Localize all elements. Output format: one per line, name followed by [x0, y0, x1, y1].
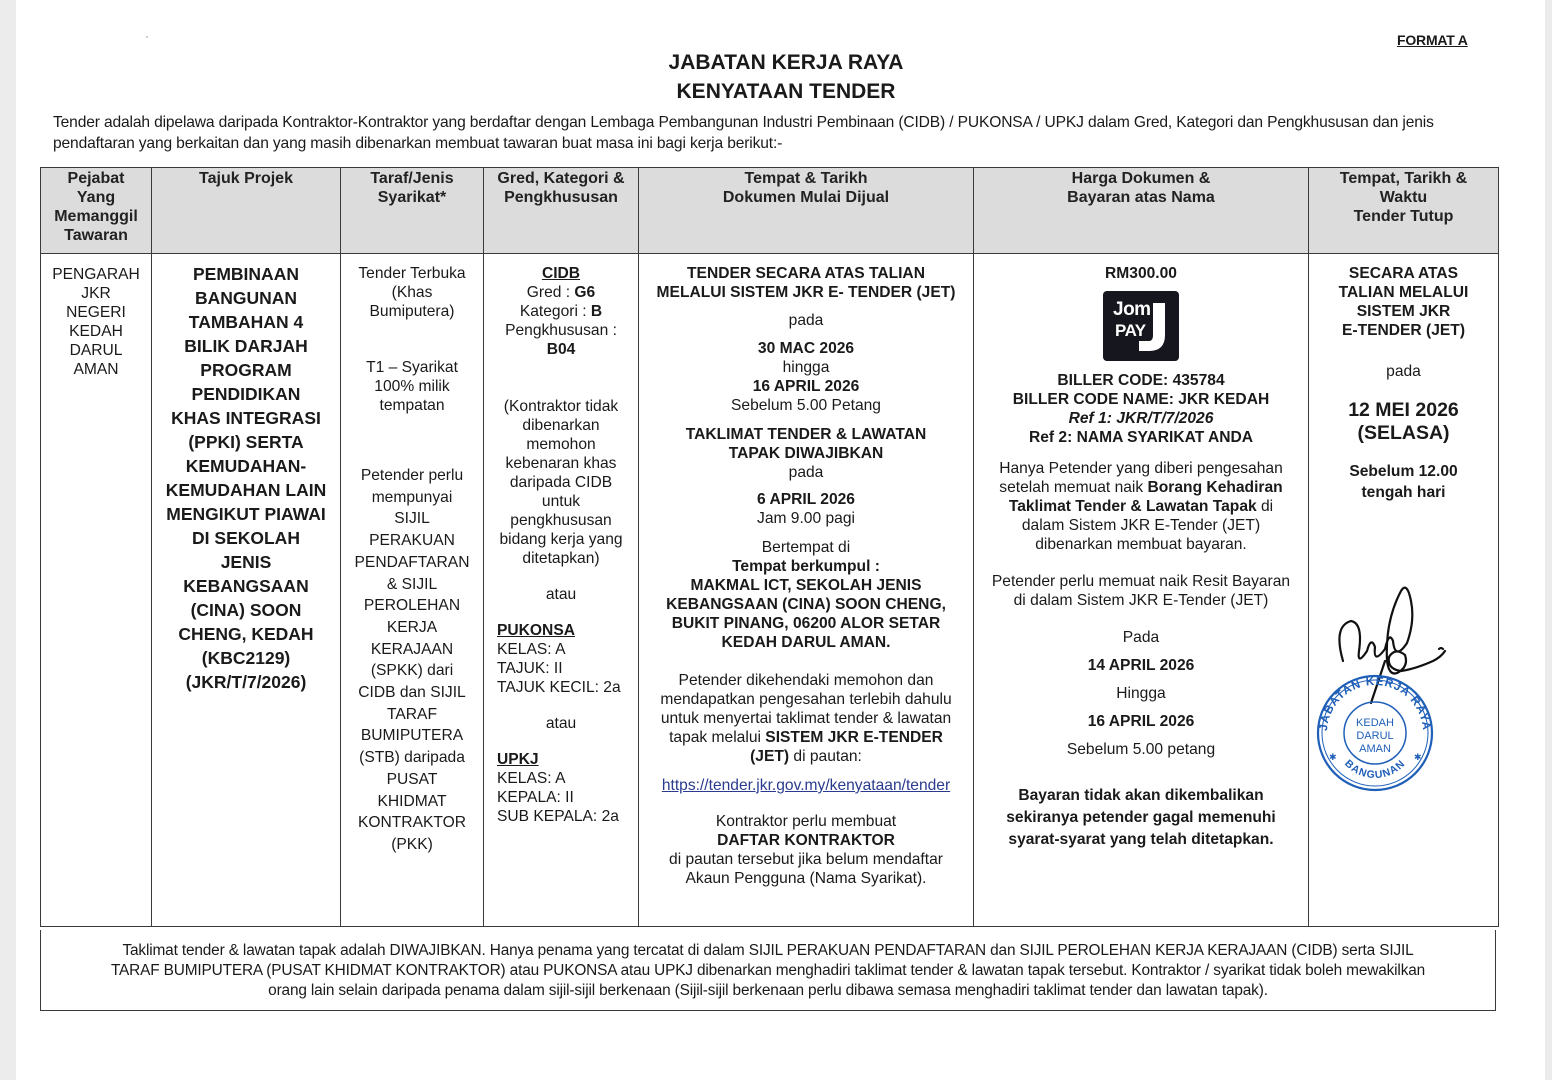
- text-line: CIDB dan SIJIL: [358, 684, 466, 702]
- text-line: Petender perlu memuat naik Resit Bayaran: [991, 573, 1291, 590]
- pukonsa-details: [497, 640, 634, 697]
- text-line: KHIDMAT: [377, 792, 447, 810]
- non-refundable-warning: [978, 785, 1304, 851]
- gred-label: Gred :: [526, 284, 575, 301]
- closing-date: 12 MEI 2026: [1348, 399, 1459, 421]
- eligibility-form: Borang Kehadiran: [1147, 479, 1283, 496]
- text-line: T1 – Syarikat: [366, 359, 458, 376]
- pada-label: Pada: [1122, 629, 1160, 646]
- payment-start-date: 14 APRIL 2026: [1087, 657, 1195, 674]
- text-line: memohon: [526, 436, 596, 453]
- biller-code: BILLER CODE: 435784: [1057, 372, 1225, 389]
- page-margin-left: [0, 0, 16, 1080]
- pada-label: pada: [1386, 363, 1421, 380]
- stamp-top-text: JABATAN KERJA RAYA: [1317, 675, 1433, 732]
- text-line: sekiranya petender gagal memenuhi: [1006, 809, 1276, 826]
- text-line: JKR: [81, 285, 111, 302]
- text-line: TAMBAHAN 4: [188, 312, 304, 332]
- text-line: DI SEKOLAH: [192, 528, 300, 548]
- stamp-bottom-text: BANGUNAN: [1342, 757, 1408, 782]
- cell-tajuk-projek: [152, 254, 341, 927]
- kategori-label: Kategori :: [519, 303, 591, 320]
- text-line: PENGARAH: [52, 266, 140, 283]
- footnote-box: [40, 930, 1496, 1011]
- text-line: TARAF BUMIPUTERA (PUSAT KHIDMAT KONTRAKTOR) atau PUKONSA atau UPKJ dibenarkan menghadiri taklimat tender & lawatan tapak tersebut. Kontraktor / syarikat tidak boleh mewakilkan: [110, 962, 1426, 979]
- text-line: Petender perlu: [360, 467, 464, 484]
- text-line: Bumiputera): [369, 303, 455, 320]
- daftar-post: [643, 850, 969, 888]
- text-line: MENGIKUT PIAWAI: [166, 504, 326, 524]
- text-line: (Kontraktor tidak: [503, 398, 619, 415]
- kategori-value: B: [590, 303, 603, 320]
- text-line: BUMIPUTERA: [360, 727, 464, 745]
- text-line: Tempat, Tarikh &: [1339, 170, 1468, 187]
- format-label: FORMAT A: [1397, 32, 1468, 48]
- text-line: Memanggil: [54, 208, 138, 225]
- text-line: Yang: [76, 189, 116, 206]
- cell-pejabat: [41, 254, 152, 927]
- svg-text:BANGUNAN: [1342, 758, 1407, 782]
- text-line: mempunyai: [371, 488, 453, 506]
- stamp-center-line: DARUL: [1356, 730, 1394, 742]
- text-line: dalam Sistem JKR E-Tender (JET): [1021, 517, 1261, 534]
- text-line: tempatan: [379, 397, 445, 414]
- text-line: Bayaran atas Nama: [1067, 189, 1215, 206]
- closing-time: [1313, 461, 1494, 503]
- cidb-heading: CIDB: [541, 265, 581, 282]
- text-line: SECARA ATAS: [1348, 265, 1459, 282]
- text-line: KELAS: A: [497, 641, 566, 658]
- eligibility-line: Hanya Petender yang diberi pengesahan: [999, 460, 1283, 477]
- cell-tender-tutup: [1309, 254, 1499, 927]
- text-line: KHAS INTEGRASI: [171, 408, 321, 428]
- biller-code-name: BILLER CODE NAME: JKR KEDAH: [1012, 391, 1270, 408]
- text-line: bidang kerja yang: [499, 531, 623, 548]
- text-line: BILIK DARJAH: [184, 336, 308, 356]
- text-line: di pautan tersebut jika belum mendaftar: [669, 851, 943, 868]
- pejabat-text: [41, 254, 151, 379]
- text-line: TAJUK KECIL: 2a: [497, 679, 621, 696]
- text-line: (CINA) SOON: [190, 600, 302, 620]
- document-title: JABATAN KERJA RAYA: [668, 51, 904, 74]
- cell-gred-kategori: [484, 254, 639, 927]
- receipt-upload-note: [978, 572, 1304, 610]
- sale-end-date: 16 APRIL 2026: [752, 378, 860, 395]
- project-title: [152, 254, 340, 694]
- signature-stamp-block: [1313, 581, 1494, 811]
- text-line: Taklimat tender & lawatan tapak adalah DIWAJIBKAN. Hanya penama yang tercatat di dalam SIJIL PERAKUAN PENDAFTARAN dan SIJIL PEROLEHAN KERJA KERAJAAN (CIDB) serta SIJIL: [122, 942, 1414, 959]
- scan-speck: [146, 36, 148, 38]
- apply-line-5: [643, 747, 969, 766]
- closing-mode: [1313, 264, 1494, 340]
- reference-1: Ref 1: JKR/T/7/2026: [1068, 410, 1214, 427]
- header-gred-kategori: [484, 168, 639, 254]
- briefing-time: Jam 9.00 pagi: [757, 510, 855, 527]
- text-line: NEGERI: [66, 304, 126, 321]
- intro-paragraph: Tender adalah dipelawa daripada Kontraktor-Kontraktor yang berdaftar dengan Lembaga Pembangunan Industri Pembinaan (CIDB) / PUKONSA / UPKJ dalam Gred, Kategori dan Pengkhususan dan jenis pendaftaran yang berkaitan dan yang masih dibenarkan membuat tawaran buat masa ini bagi kerja berikut:-: [53, 114, 1434, 152]
- text-line: Tawaran: [64, 227, 128, 244]
- text-line: Dokumen Mulai Dijual: [722, 189, 890, 206]
- text-line: TAKLIMAT TENDER & LAWATAN: [685, 426, 927, 443]
- text-line: TENDER SECARA ATAS TALIAN: [687, 265, 925, 282]
- text-line: KEMUDAHAN LAIN: [165, 480, 327, 500]
- tender-type: [345, 264, 479, 321]
- text-line: (PKK): [391, 835, 433, 853]
- eligibility-rest: [978, 516, 1304, 554]
- text-line: SIJIL: [394, 510, 430, 528]
- atau-separator: atau: [545, 715, 577, 732]
- text-line: KONTRAKTOR: [357, 814, 466, 832]
- atau-separator: atau: [545, 586, 577, 603]
- table-header-row: [41, 168, 1499, 254]
- page-margin-right: [1545, 0, 1552, 1080]
- header-harga-dokumen: [974, 168, 1309, 254]
- text-line: Taraf/Jenis: [370, 170, 454, 187]
- upkj-details: [497, 769, 634, 826]
- text-line: (STB) daripada: [359, 749, 465, 767]
- apply-system: SISTEM JKR E-TENDER: [765, 729, 943, 746]
- header-tender-tutup: [1309, 168, 1499, 254]
- text-line: KEBANGSAAN (CINA) SOON CHENG,: [666, 596, 946, 613]
- cell-tempat-tarikh: [639, 254, 974, 927]
- text-line: Gred, Kategori &: [497, 170, 625, 187]
- eligibility-text: setelah memuat naik: [999, 479, 1148, 496]
- text-line: TAJUK: II: [497, 660, 563, 677]
- text-line: kebenaran khas: [505, 455, 617, 472]
- text-line: PROGRAM: [200, 360, 292, 380]
- text-line: KEDAH DARUL AMAN.: [721, 634, 891, 651]
- cidb-kategori: [488, 302, 634, 321]
- text-line: TAPAK DIWAJIBKAN: [728, 445, 884, 462]
- text-line: pengkhususan: [510, 512, 612, 529]
- pengkhususan-label: Pengkhususan :: [505, 322, 617, 339]
- text-line: Tempat & Tarikh: [744, 170, 868, 187]
- text-line: Harga Dokumen &: [1071, 170, 1211, 187]
- eligibility-text: di: [1256, 498, 1274, 515]
- etender-link[interactable]: https://tender.jkr.gov.my/kenyataan/tender: [661, 777, 951, 794]
- text-line: TARAF: [387, 705, 437, 723]
- closing-day: (SELASA): [1357, 422, 1450, 444]
- text-line: PENDIDIKAN: [191, 384, 301, 404]
- pada-label: pada: [788, 312, 824, 329]
- eligibility-form: Taklimat Tender & Lawatan Tapak: [1008, 498, 1257, 515]
- text-line: (PPKI) SERTA: [188, 432, 304, 452]
- daftar-pre: Kontraktor perlu membuat: [715, 813, 897, 830]
- text-line: PENDAFTARAN: [354, 553, 470, 571]
- gred-value: G6: [574, 284, 596, 301]
- text-line: Bayaran tidak akan dikembalikan: [1018, 787, 1264, 804]
- jompay-logo-icon: [1103, 291, 1179, 361]
- text-line: (SPKK) dari: [370, 662, 454, 680]
- cell-harga-dokumen: [974, 254, 1309, 927]
- stamp-star-icon: ✱: [1414, 752, 1422, 762]
- pengkhususan-value: B04: [546, 341, 576, 358]
- text-line: dibenarkan membuat bayaran.: [1035, 536, 1247, 553]
- text-line: PUSAT: [386, 770, 438, 788]
- text-line: DARUL: [69, 342, 123, 359]
- text-line: dibenarkan: [522, 417, 600, 434]
- pukonsa-heading: PUKONSA: [497, 622, 575, 639]
- text-line: tengah hari: [1361, 484, 1446, 501]
- text-line: KERAJAAN: [370, 640, 454, 658]
- text-line: untuk menyertai taklimat tender & lawatan: [660, 710, 952, 727]
- payment-eligibility: [978, 459, 1304, 554]
- jompay-text-pay: PAY: [1115, 321, 1146, 340]
- cidb-gred: [488, 283, 634, 302]
- text-line: untuk: [541, 493, 581, 510]
- text-line: JENIS: [220, 552, 272, 572]
- daftar-kontraktor: DAFTAR KONTRAKTOR: [717, 832, 895, 849]
- text-line: orang lain selain daripada penama dalam sijil-sijil berkenaan (Sijil-sijil berkenaan perlu dibawa semasa menghadiri taklimat tender dan lawatan tapak).: [268, 982, 1268, 999]
- text-line: BUKIT PINANG, 06200 ALOR SETAR: [671, 615, 941, 632]
- stamp-center-line: KEDAH: [1356, 717, 1394, 729]
- company-status: [345, 358, 479, 415]
- text-line: Akaun Pengguna (Nama Syarikat).: [685, 870, 927, 887]
- eligibility-line: [978, 478, 1304, 497]
- pada-label: pada: [788, 464, 824, 481]
- text-line: Pejabat: [67, 170, 125, 187]
- cidb-note: [488, 397, 634, 568]
- hingga-label: Hingga: [1116, 685, 1166, 702]
- jompay-text-jom: Jom: [1113, 299, 1151, 320]
- text-line: daripada CIDB: [509, 474, 613, 491]
- eligibility-line: [978, 497, 1304, 516]
- text-line: E-TENDER (JET): [1341, 322, 1466, 339]
- briefing-heading: [643, 425, 969, 463]
- text-line: AMAN: [73, 361, 119, 378]
- text-line: BANGUNAN: [194, 288, 298, 308]
- assembly-label: Tempat berkumpul :: [732, 558, 880, 575]
- text-line: PERAKUAN: [369, 532, 455, 550]
- text-line: KEDAH: [69, 323, 123, 340]
- text-line: Tajuk Projek: [199, 170, 293, 187]
- certificate-requirement: [345, 465, 479, 856]
- text-line: di dalam Sistem JKR E-Tender (JET): [1013, 592, 1269, 609]
- payment-end-date: 16 APRIL 2026: [1087, 713, 1195, 730]
- footnote-text: [41, 941, 1495, 1001]
- reference-2: Ref 2: NAMA SYARIKAT ANDA: [1028, 429, 1254, 446]
- cell-taraf-syarikat: [341, 254, 484, 927]
- text-line: Tender Tutup: [1353, 208, 1454, 225]
- upkj-heading: UPKJ: [497, 751, 539, 768]
- text-line: (KBC2129): [201, 648, 291, 668]
- text-line: syarat-syarat yang telah ditetapkan.: [1008, 831, 1274, 848]
- payment-end-time: Sebelum 5.00 petang: [1066, 741, 1216, 758]
- apply-text: tapak melalui: [669, 729, 766, 746]
- apply-instructions: [643, 671, 969, 728]
- apply-system-abbrev: (JET): [750, 748, 790, 765]
- text-line: Syarikat*: [377, 189, 447, 206]
- text-line: (Khas: [391, 284, 433, 301]
- header-pejabat: [41, 168, 152, 254]
- sale-end-time: Sebelum 5.00 Petang: [731, 397, 881, 414]
- table-row: [41, 254, 1499, 927]
- header-tajuk-projek: [152, 168, 341, 254]
- text-line: Pengkhususan: [504, 189, 618, 206]
- hingga-label: hingga: [782, 359, 830, 376]
- text-line: MELALUI SISTEM JKR E- TENDER (JET): [656, 284, 956, 301]
- text-line: TALIAN MELALUI: [1338, 284, 1469, 301]
- stamp-star-icon: ✱: [1329, 752, 1337, 762]
- header-taraf-jenis: [341, 168, 484, 254]
- official-stamp-icon: [1310, 668, 1440, 798]
- text-line: mendapatkan pengesahan terlebih dahulu: [660, 691, 952, 708]
- stamp-center-line: AMAN: [1359, 743, 1391, 755]
- text-line: SUB KEPALA: 2a: [497, 808, 619, 825]
- text-line: KERJA: [386, 618, 438, 636]
- text-line: MAKMAL ICT, SEKOLAH JENIS: [690, 577, 922, 594]
- text-line: KEBANGSAAN: [183, 576, 309, 596]
- briefing-date: 6 APRIL 2026: [757, 491, 855, 508]
- text-line: SISTEM JKR: [1356, 303, 1451, 320]
- text-line: ditetapkan): [522, 550, 600, 567]
- apply-text: di pautan:: [789, 748, 862, 765]
- header-tempat-tarikh: [639, 168, 974, 254]
- bertempat-label: Bertempat di: [761, 539, 851, 556]
- text-line: KEPALA: II: [497, 789, 574, 806]
- text-line: (JKR/T/7/2026): [185, 672, 307, 692]
- sale-mode: [643, 264, 969, 302]
- text-line: Petender dikehendaki memohon dan: [678, 672, 934, 689]
- text-line: KELAS: A: [497, 770, 566, 787]
- text-line: & SIJIL: [386, 575, 438, 593]
- sale-start-date: 30 MAC 2026: [757, 340, 855, 357]
- text-line: 100% milik: [374, 378, 450, 395]
- text-line: CHENG, KEDAH: [178, 624, 314, 644]
- apply-line-4: [643, 728, 969, 747]
- text-line: Tender Terbuka: [358, 265, 466, 282]
- text-line: PEMBINAAN: [193, 264, 299, 284]
- document-price: RM300.00: [1105, 265, 1177, 282]
- text-line: Sebelum 12.00: [1349, 463, 1458, 480]
- briefing-venue: [643, 576, 969, 652]
- document-subtitle: KENYATAAN TENDER: [676, 80, 896, 103]
- text-line: Waktu: [1379, 189, 1428, 206]
- text-line: KEMUDAHAN-: [185, 456, 307, 476]
- text-line: PEROLEHAN: [363, 597, 461, 615]
- tender-table: [40, 167, 1499, 927]
